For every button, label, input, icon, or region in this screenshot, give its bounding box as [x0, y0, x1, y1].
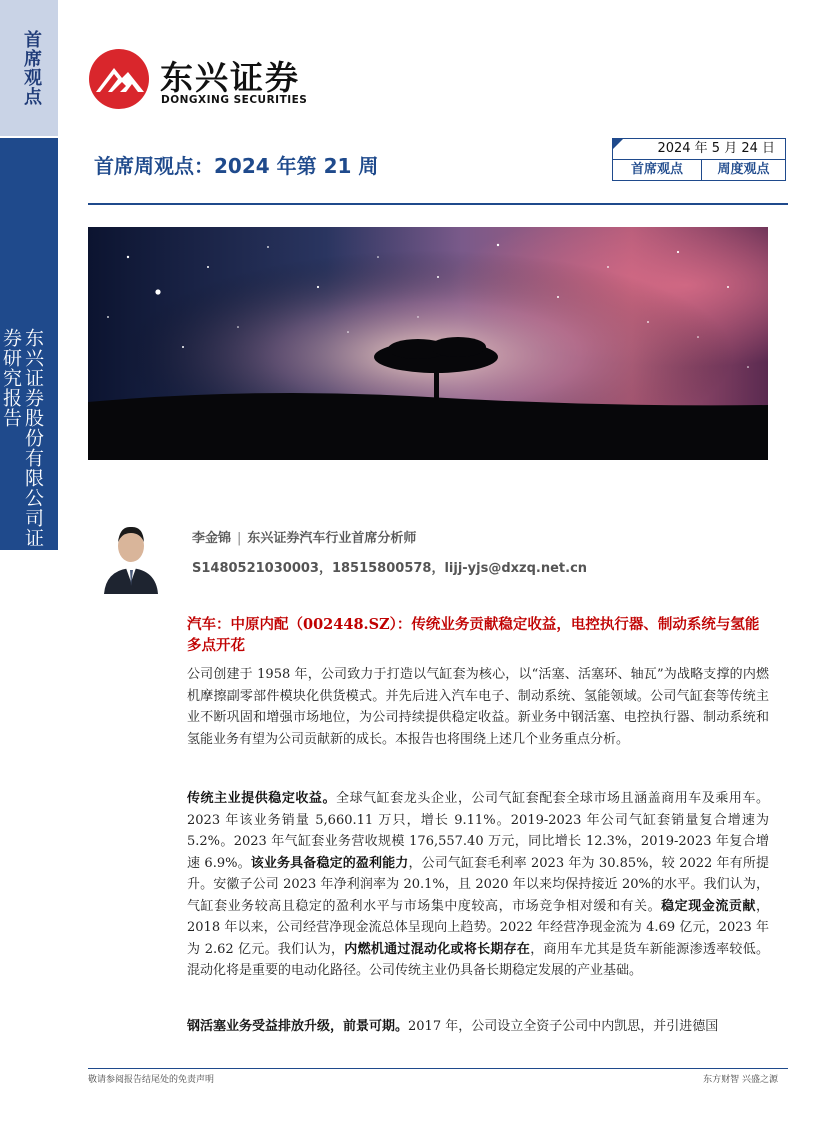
- tag-weekly-view: 周度观点: [702, 159, 786, 181]
- analyst-contact: S1480521030003，18515800578，lijj-yjs@dxzq.net.cn: [192, 561, 588, 576]
- sidebar-company-label: 东兴证券股份有限公司证券研究报告: [0, 328, 44, 548]
- core-business-lead-2: 该业务具备稳定的盈利能力: [250, 855, 409, 871]
- core-business-text-1: 全球气缸套龙头企业，公司气缸套配套全球市场且涵盖商用车及乘用车。2023 年该业务销量 5,660.11 万只，增长 9.11%。2019-2023 年公司气缸套销量复合增速为 5.2%。2023 年气缸套业务营收规模 176,557.40 万元，同比增长 12.3%，2019-2023 年复合增速 6.9%。: [187, 791, 769, 871]
- night-sky-tree-image: [88, 227, 768, 460]
- date-box: [612, 138, 786, 159]
- steel-piston-lead: 钢活塞业务受益排放升级，前景可期。: [187, 1019, 409, 1034]
- core-business-text-2: ，公司气缸套毛利率 2023 年为 30.85%，较 2022 年有所提升。安徽子公司 2023 年净利润率为 20.1%，且 2020 年以来均保持接近 20%的水平。我们认为，气缸套业务较高且稳定的盈利水平与市场集中度较高，市场竞争相对缓和有关。: [187, 855, 769, 914]
- analyst-avatar: [100, 518, 162, 594]
- sidebar-top-label: 首席观点: [21, 30, 42, 106]
- footer-slogan: 东方财智 兴盛之源: [703, 1075, 778, 1085]
- hero-image: [88, 227, 768, 460]
- core-business-lead-4: 内燃机通过混动化或将长期存在: [344, 941, 531, 957]
- header-divider: [88, 203, 788, 205]
- corner-triangle-icon: [613, 139, 623, 149]
- logo-name-cn: 东兴证券: [160, 58, 300, 97]
- paragraph-intro: 公司创建于 1958 年，公司致力于打造以气缸套为核心，以“活塞、活塞环、轴瓦”为战略支撑的内燃机摩擦副零部件模块化供货模式。并先后进入汽车电子、制动系统、氢能领域。公司气缸套等传统主业不断巩固和增强市场地位，为公司持续提供稳定收益。新业务中钢活塞、电控执行器、制动系统和氢能业务有望为公司贡献新的成长。本报告也将围绕上述几个业务重点分析。: [187, 667, 769, 747]
- sidebar-top-band: [0, 0, 58, 136]
- sidebar-main-band: [0, 138, 58, 550]
- core-business-lead: 传统主业提供稳定收益。: [187, 791, 337, 806]
- article-headline: 汽车：中原内配（002448.SZ）：传统业务贡献稳定收益，电控执行器、制动系统与氢能多点开花: [187, 616, 760, 654]
- footer-disclaimer-note: 敬请参阅报告结尾处的免责声明: [88, 1075, 215, 1085]
- dongxing-logo-icon: [88, 48, 150, 110]
- tag-chief-view: 首席观点: [612, 159, 702, 181]
- footer-divider: [88, 1068, 788, 1069]
- core-business-text-3: ，2018 年以来，公司经营净现金流总体呈现向上趋势。2022 年经营净现金流为 4.69 亿元，2023 年为 2.62 亿元。我们认为，: [187, 898, 769, 957]
- analyst-role: 东兴证券汽车行业首席分析师: [247, 531, 417, 546]
- report-date: 2024 年 5 月 24 日: [657, 141, 775, 156]
- logo-name-en: DONGXING SECURITIES: [161, 94, 308, 106]
- steel-piston-text: 2017 年，公司设立全资子公司中内凯思，并引进德国: [408, 1019, 719, 1034]
- tag-row: [612, 159, 786, 181]
- core-business-lead-3: 稳定现金流贡献: [661, 898, 756, 914]
- core-business-text-4: ，商用车尤其是货车新能源渗透率较低。混动化将是重要的电动化路径。公司传统主业仍具备长期稳定发展的产业基础。: [187, 941, 769, 978]
- paragraph-core-business: [187, 788, 769, 982]
- report-title: 首席周观点：2024 年第 21 周: [94, 154, 379, 178]
- analyst-name: 李金锦: [192, 531, 232, 546]
- paragraph-steel-piston: [187, 1016, 769, 1038]
- analyst-info: [192, 527, 416, 546]
- analyst-separator: |: [237, 531, 242, 546]
